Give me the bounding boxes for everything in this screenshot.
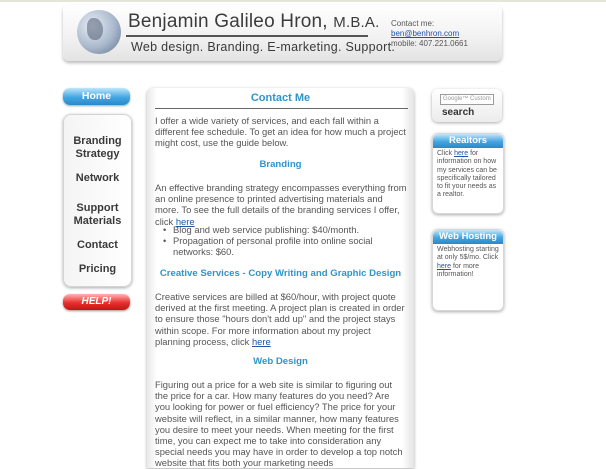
sidebar-nav — [63, 114, 132, 287]
search-input[interactable]: Google™ Custom — [440, 94, 494, 105]
creative-text-body: Creative services are billed at $60/hour, with project quote derived at the first meeting. A project plan is created in order to ensure those "hours don't add up" and the project stays within scope. For more information about my project planning process, click — [155, 291, 405, 347]
nav-item-contact[interactable]: Contact — [77, 239, 118, 251]
hosting-text-post: for more information! — [437, 262, 480, 278]
realtors-text-pre: Click — [437, 150, 453, 157]
branding-text-body: An effective branding strategy encompasses everything from an online presence to printed advertising materials and more. To see the full details of the branding services I offer, click — [155, 182, 407, 227]
web-hosting-text — [433, 244, 503, 281]
contact-mobile: mobile: 407.221.0661 — [391, 39, 468, 48]
page-title: Contact Me — [250, 92, 311, 104]
intro-text: I offer a wide variety of services, and each fall within a different fee schedule. To get an idea for how much a project might cost, use the guide below. — [155, 115, 406, 149]
realtors-box — [432, 133, 504, 214]
nav-label: Materials — [73, 215, 122, 227]
nav-item-pricing[interactable]: Pricing — [78, 263, 117, 275]
top-strip — [0, 0, 606, 2]
site-search — [432, 89, 502, 122]
help-button[interactable]: HELP! — [63, 294, 130, 310]
list-item: • Propagation of personal profile into online social networks: $60. — [155, 235, 407, 257]
owner-degree: M.B.A. — [333, 14, 380, 31]
web-hosting-title: Web Hosting — [433, 230, 503, 244]
search-button[interactable]: search — [442, 107, 475, 118]
hosting-text-pre: Webhosting starting at only 5$/mo. Click — [437, 246, 499, 262]
contact-label: Contact me: — [391, 19, 435, 28]
tagline: Web design. Branding. E-marketing. Support. — [131, 40, 396, 54]
creative-heading: Creative Services - Copy Writing and Graphic Design — [159, 268, 402, 279]
contact-email-link[interactable]: ben@benhron.com — [391, 29, 460, 38]
home-button[interactable]: Home — [63, 88, 130, 105]
realtors-title: Realtors — [433, 134, 503, 148]
owner-name: Benjamin Galileo Hron, — [128, 11, 328, 32]
nav-item-network[interactable]: Network — [75, 172, 120, 184]
site-name — [128, 11, 379, 33]
nav-item-support-materials[interactable] — [64, 202, 131, 228]
branding-heading: Branding — [259, 159, 302, 170]
realtors-text-post: for information on how my services can be specifically tailored to fit your needs as a realtor. — [437, 150, 497, 199]
realtors-link[interactable]: here — [454, 150, 469, 157]
globe-logo-icon — [77, 10, 121, 54]
site-header — [63, 5, 502, 61]
branding-price-list — [155, 224, 407, 258]
nav-label: Branding — [73, 135, 122, 147]
hosting-link[interactable]: here — [437, 262, 452, 270]
creative-text — [155, 291, 407, 347]
web-design-text: Figuring out a price for a web site is similar to figuring out the price for a car. How many features do you need? Are you looking for power or fuel efficiency? The price for your website will reflect, in a similar manner, how many features you desire to meet your needs. When meeting for the first time, you can expect me to take into consideration any special needs you may have in order to develop a top notch website that fits both your marketing needs — [155, 379, 403, 469]
header-divider — [126, 35, 368, 37]
nav-item-branding-strategy[interactable] — [64, 135, 131, 161]
main-content — [147, 88, 414, 468]
branding-details-link[interactable]: here — [175, 215, 195, 227]
list-item: • Blog and web service publishing: $40/month. — [155, 224, 407, 235]
realtors-text — [433, 148, 503, 202]
web-design-heading: Web Design — [253, 356, 308, 367]
title-divider — [155, 108, 408, 109]
branding-text — [155, 182, 407, 227]
nav-label: Strategy — [75, 148, 120, 160]
nav-label: Support — [76, 202, 119, 214]
web-hosting-box — [432, 229, 504, 311]
project-planning-link[interactable]: here — [251, 335, 271, 347]
